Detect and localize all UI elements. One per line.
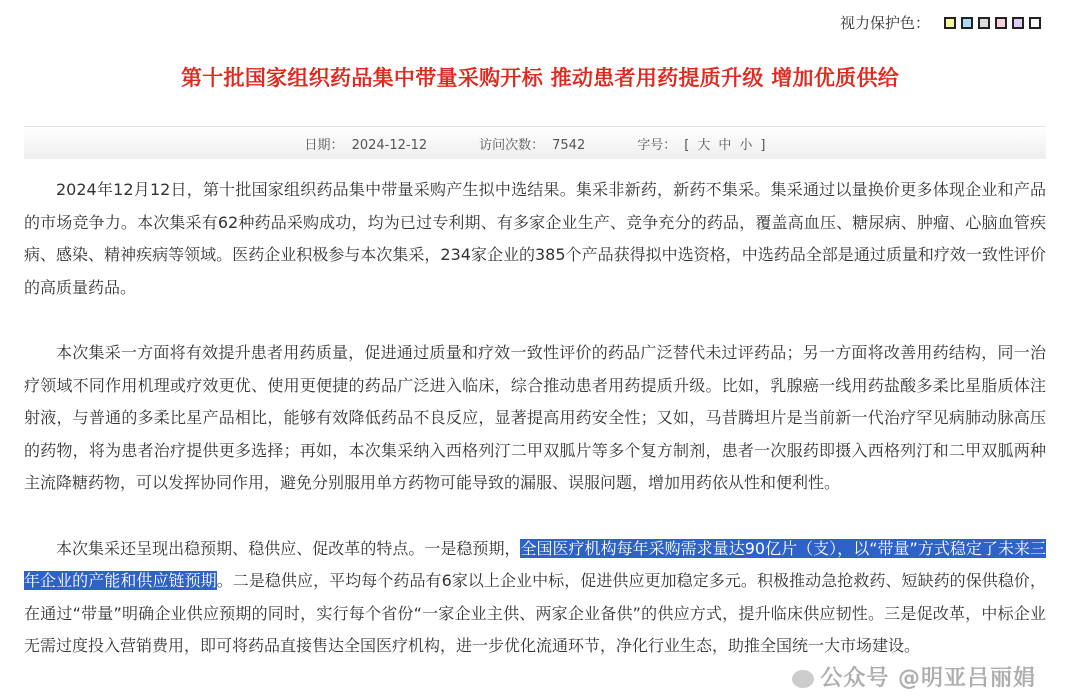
selected-text-highlight[interactable]: 全国医疗机构每年采购需求量达90亿片（支），以“带量”方式稳定了未来三年企业的产能和供应链预期	[24, 538, 1046, 591]
font-size-label: 字号：	[637, 137, 677, 153]
font-size-small[interactable]: 小	[739, 137, 753, 153]
paragraph-2: 本次集采一方面将有效提升患者用药质量，促进通过质量和疗效一致性评价的药品广泛替代未过评药品；另一方面将改善用药结构，同一治疗领域不同作用机理或疗效更优、使用更便捷的药品广泛进入临床，综合推动患者用药提质升级。比如，乳腺癌一线用药盐酸多柔比星脂质体注射液，与普通的多柔比星产品相比，能够有效降低药品不良反应，显著提高用药安全性；又如，马昔腾坦片是当前新一代治疗罕见病肺动脉高压的药物，将为患者治疗提供更多选择；再如，本次集采纳入西格列汀二甲双胍片等多个复方制剂，患者一次服药即摄入西格列汀和二甲双胍两种主流降糖药物，可以发挥协同作用，避免分别服用单方药物可能导致的漏服、误服问题，增加用药依从性和便利性。	[24, 342, 1046, 493]
color-swatch-white[interactable]	[1029, 17, 1041, 29]
color-swatch-pink[interactable]	[995, 17, 1007, 29]
bracket: [	[684, 137, 690, 153]
wechat-icon	[792, 670, 814, 688]
date-info	[301, 134, 432, 153]
visits-label: 访问次数：	[479, 137, 545, 153]
paragraph-1: 2024年12月12日，第十批国家组织药品集中带量采购产生拟中选结果。集采非新药，新药不集采。集采通过以量换价更多体现企业和产品的市场竞争力。本次集采有62种药品采购成功，均为已过专利期、有多家企业生产、竞争充分的药品，覆盖高血压、糖尿病、肿瘤、心脑血管疾病、感染、精神疾病等领域。医药企业积极参与本次集采，234家企业的385个产品获得拟中选资格，中选药品全部是通过质量和疗效一致性评价的高质量药品。	[24, 180, 1046, 297]
paragraph-3	[24, 533, 1046, 691]
visits-info	[475, 134, 589, 153]
color-swatch-blue[interactable]	[961, 17, 973, 29]
paragraph-3-text: 本次集采还呈现出稳预期、稳供应、促改革的特点。一是稳预期，	[56, 538, 521, 558]
eye-protection-label: 视力保护色：	[839, 14, 930, 32]
watermark-text: 公众号 @明亚吕丽娟	[820, 665, 1036, 691]
color-swatch-yellow[interactable]	[944, 17, 956, 29]
article-meta-bar	[24, 126, 1046, 159]
font-size-large[interactable]: 大	[697, 137, 711, 153]
paragraph-3-text-rest: 。二是稳供应，平均每个药品有6家以上企业中标，促进供应更加稳定多元。积极推动急抢救药、短缺药的保供稳价，在通过“带量”明确企业供应预期的同时，实行每个省份“一家企业主供、两家企业备供”的供应方式，提升临床供应韧性。三是促改革，中标企业无需过度投入营销费用，即可将药品直接售达全国医疗机构，进一步优化流通环节，净化行业生态，助推全国统一大市场建设。	[24, 571, 1046, 656]
article-title: 第十批国家组织药品集中带量采购开标 推动患者用药提质升级 增加优质供给	[180, 66, 900, 90]
watermark	[792, 663, 1036, 696]
bracket: ]	[760, 137, 766, 153]
color-swatch-purple[interactable]	[1012, 17, 1024, 29]
color-swatch-gray[interactable]	[978, 17, 990, 29]
date-value: 2024-12-12	[351, 137, 428, 153]
font-size-medium[interactable]: 中	[718, 137, 732, 153]
visits-value: 7542	[552, 137, 586, 153]
date-label: 日期：	[304, 137, 344, 153]
font-size-controls	[633, 134, 769, 153]
eye-protection-color-picker	[840, 12, 1046, 33]
article-body	[24, 174, 1046, 696]
